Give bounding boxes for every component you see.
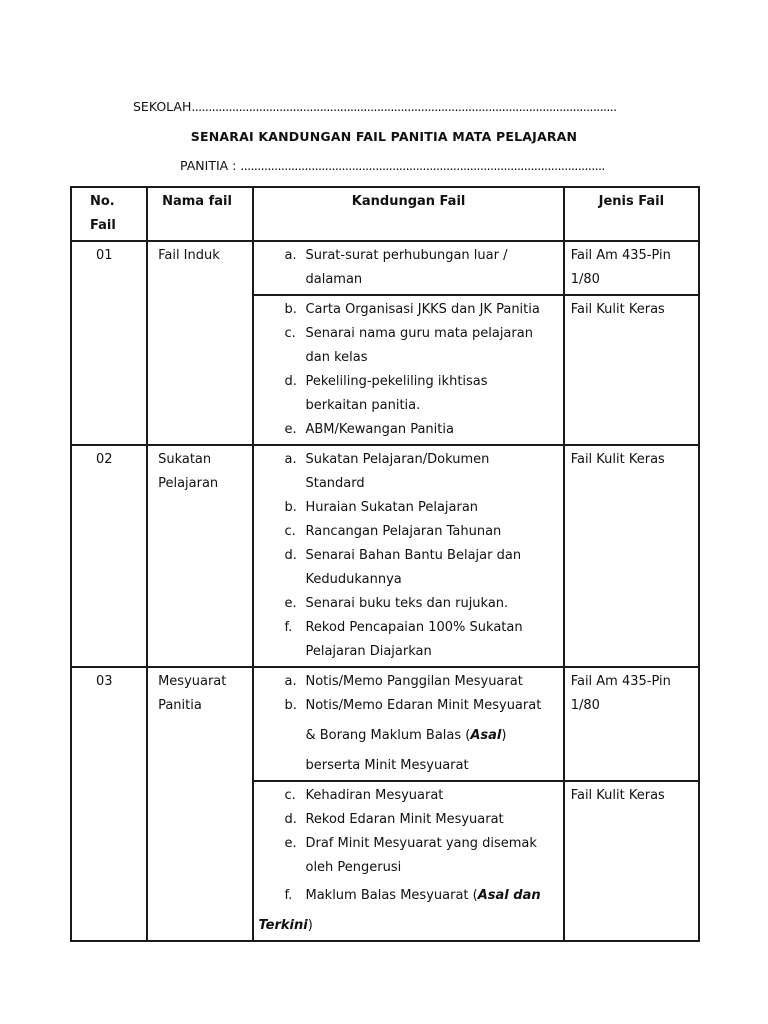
row-contents (253, 241, 563, 295)
list-item: a. Sukatan Pelajaran/Dokumen Standard (284, 452, 490, 491)
list-item: d. Rekod Edaran Minit Mesyuarat (284, 812, 504, 827)
row-contents (253, 781, 563, 941)
list-item: b. Carta Organisasi JKKS dan JK Panitia (284, 302, 540, 317)
list-item: a. Surat-surat perhubungan luar / dalaman (284, 248, 508, 287)
row-file-type: Fail Kulit Keras (564, 445, 699, 667)
list-item: c. Kehadiran Mesyuarat (284, 788, 444, 803)
list-item: d. Senarai Bahan Bantu Belajar dan Kedudukannya (284, 548, 522, 587)
list-item-continuation: Terkini) (258, 918, 313, 933)
school-label: SEKOLAH (133, 99, 192, 114)
list-item: b. Huraian Sukatan Pelajaran (284, 500, 479, 515)
list-item: f. Maklum Balas Mesyuarat (Asal dan (284, 888, 541, 903)
school-blank: .............................................................................................................................. (191, 99, 617, 114)
school-line (133, 99, 768, 114)
row-file-type: Fail Kulit Keras (564, 781, 699, 941)
file-contents-table (70, 186, 700, 942)
document-title: SENARAI KANDUNGAN FAIL PANITIA MATA PELAJARAN (190, 129, 578, 144)
row-file-name: Mesyuarat Panitia (147, 667, 253, 941)
row-file-type: Fail Am 435-Pin 1/80 (564, 241, 699, 295)
panitia-line (180, 158, 768, 173)
table-row (71, 445, 699, 667)
list-item: e. ABM/Kewangan Panitia (284, 422, 454, 437)
list-item: b. Notis/Memo Edaran Minit Mesyuarat & Borang Maklum Balas (Asal) berserta Minit Mesyuarat (284, 698, 542, 773)
table-row (71, 241, 699, 295)
row-contents (253, 445, 563, 667)
header-jenis-fail: Jenis Fail (564, 187, 699, 241)
header-no-fail: No. Fail (71, 187, 147, 241)
table-row (71, 667, 699, 781)
panitia-label: PANITIA : (180, 158, 241, 173)
panitia-blank: ............................................................................................................ (240, 158, 605, 173)
row-file-type: Fail Am 435-Pin 1/80 (564, 667, 699, 781)
list-item: e. Draf Minit Mesyuarat yang disemak oleh Pengerusi (284, 836, 537, 875)
header-nama-fail: Nama fail (147, 187, 253, 241)
row-number: 03 (71, 667, 147, 941)
row-number: 01 (71, 241, 147, 445)
list-item: c. Rancangan Pelajaran Tahunan (284, 524, 502, 539)
list-item: a. Notis/Memo Panggilan Mesyuarat (284, 674, 523, 689)
row-file-name: Sukatan Pelajaran (147, 445, 253, 667)
header-kandungan-fail: Kandungan Fail (253, 187, 563, 241)
list-item: c. Senarai nama guru mata pelajaran dan kelas (284, 326, 533, 365)
list-item: f. Rekod Pencapaian 100% Sukatan Pelajaran Diajarkan (284, 620, 523, 659)
row-file-type: Fail Kulit Keras (564, 295, 699, 445)
row-contents (253, 295, 563, 445)
list-item: d. Pekeliling-pekeliling ikhtisas berkaitan panitia. (284, 374, 488, 413)
list-item: e. Senarai buku teks dan rujukan. (284, 596, 509, 611)
table-header-row (71, 187, 699, 241)
row-number: 02 (71, 445, 147, 667)
row-file-name: Fail Induk (147, 241, 253, 445)
row-contents (253, 667, 563, 781)
